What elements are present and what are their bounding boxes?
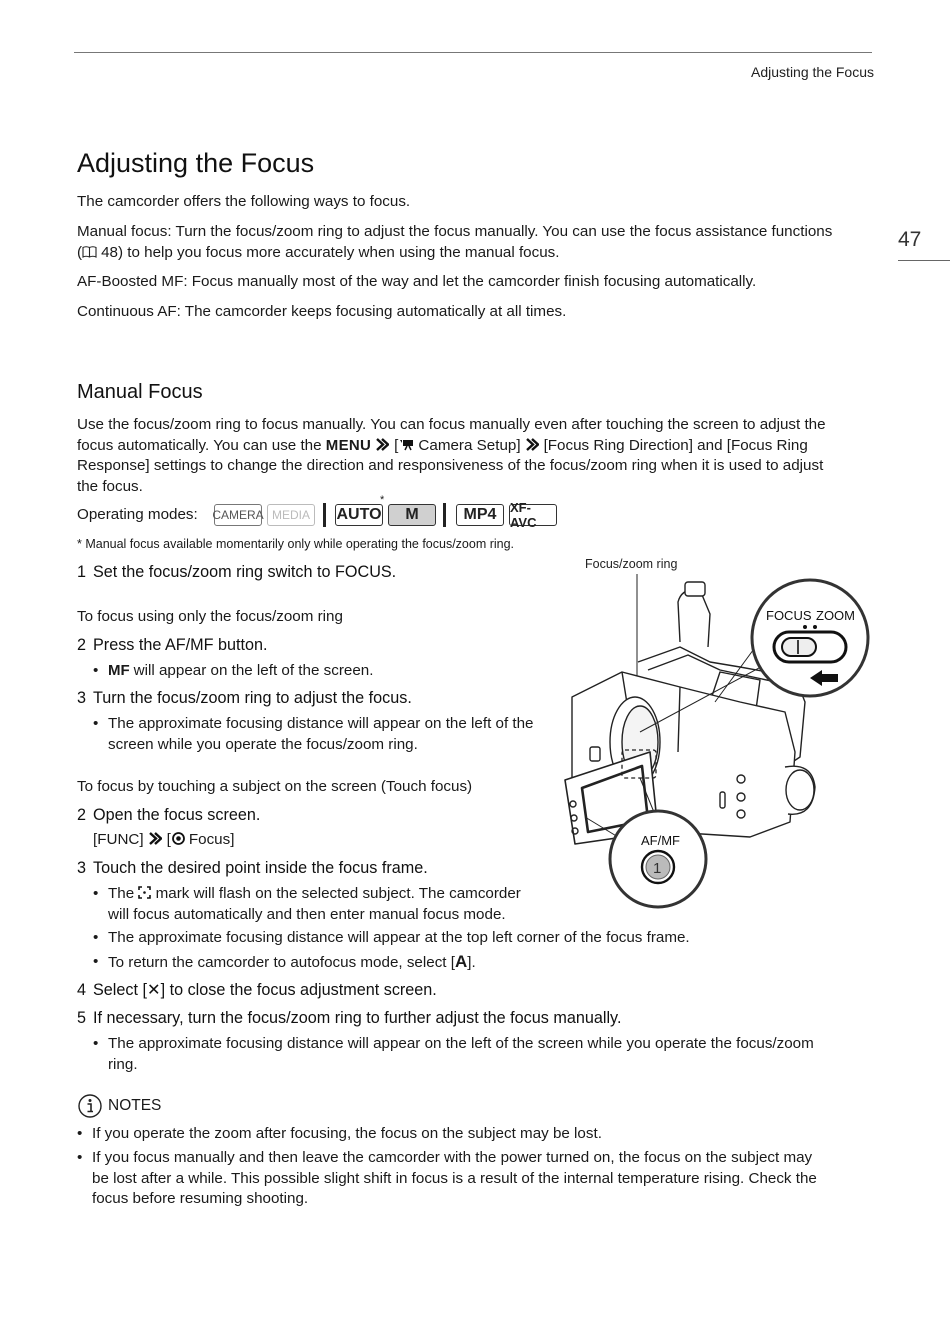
operating-modes-label: Operating modes: — [77, 506, 198, 523]
focus-target-icon — [172, 832, 185, 845]
step-4-close: 4 Select [✕] to close the focus adjustment screen. — [77, 981, 437, 999]
mf-badge: MF — [108, 662, 130, 679]
mode-media: MEDIA — [267, 504, 315, 526]
book-reference-icon — [82, 246, 97, 258]
info-icon — [78, 1094, 102, 1118]
figure-focus-label: FOCUS — [766, 608, 812, 623]
intro-paragraph-1: The camcorder offers the following ways to focus. — [77, 193, 411, 210]
mode-m: M — [388, 504, 436, 526]
step-2-open-focus: 2 Open the focus screen. — [77, 806, 261, 824]
figure-button-number: 1 — [653, 860, 662, 877]
focus-mark-icon — [138, 886, 151, 899]
figure-ring-label: Focus/zoom ring — [585, 557, 678, 571]
arrow-right-icon — [149, 832, 162, 845]
note-1: • If you operate the zoom after focusing, the focus on the subject may be lost. — [77, 1125, 602, 1142]
mode-asterisk: * — [380, 494, 385, 506]
func-path: [FUNC] [ Focus] — [93, 831, 235, 848]
arrow-right-icon — [526, 438, 539, 451]
mode-xfavc: XF-AVC — [509, 504, 557, 526]
bullet-distance-ring: • The approximate focusing distance will appear on the left of the screen while you operate the focus/zoom ring. — [93, 1035, 814, 1073]
intro-paragraph-3: AF-Boosted MF: Focus manually most of the way and let the camcorder finish focusing automatically. — [77, 273, 757, 290]
note-2: • If you focus manually and then leave the camcorder with the power turned on, the focus on the subject may be lost after a while. This possible slight shift in focus is a result of the internal temperature rising. Check the focus before resuming shooting. — [77, 1149, 817, 1207]
step-1: 1 Set the focus/zoom ring switch to FOCUS. — [77, 563, 397, 581]
notes-heading: NOTES — [78, 1094, 161, 1118]
mode-separator — [443, 503, 446, 527]
intro-p2-line2: ( 48) to help you focus more accurately when using the manual focus. — [77, 243, 560, 261]
figure-zoom-label: ZOOM — [816, 608, 855, 623]
bullet-mark-flash: • The mark will flash on the selected subject. The camcorder will focus automatically and then enter manual focus mode. — [93, 885, 521, 923]
footnote: * Manual focus available momentarily only while operating the focus/zoom ring. — [77, 537, 515, 551]
mode-separator — [323, 503, 326, 527]
step-3-touch-point: 3 Touch the desired point inside the focus frame. — [77, 859, 428, 877]
intro-p2-line1: Manual focus: Turn the focus/zoom ring to adjust the focus manually. You can use the focus assistance functions — [77, 223, 833, 240]
bullet-return-af: • To return the camcorder to autofocus mode, select [A]. — [93, 952, 476, 971]
figure-afmf-label: AF/MF — [641, 833, 680, 848]
bullet-distance-frame: • The approximate focusing distance will appear at the top left corner of the focus frame. — [93, 929, 690, 946]
manual-focus-paragraph: Use the focus/zoom ring to focus manually. You can focus manually even after touching the screen to adjust the focus automatically. You can use the MENU [ Camera Setup] [Focus Ring Direction] and [Focus Ring Response] settings to change the direction and responsiveness of the focus/zoom ring when it is used to adjust the focus. — [77, 416, 826, 495]
page-title: Adjusting the Focus — [77, 148, 315, 178]
page-number: 47 — [898, 228, 922, 251]
bullet-mf-appears: • MF will appear on the left of the screen. — [93, 662, 374, 679]
step-5-further-adjust: 5 If necessary, turn the focus/zoom ring to further adjust the focus manually. — [77, 1009, 622, 1027]
bullet-distance-left: • The approximate focusing distance will appear on the left of the screen while you operate the focus/zoom ring. — [93, 715, 534, 753]
section-heading-manual-focus: Manual Focus — [77, 381, 203, 403]
running-head: Adjusting the Focus — [751, 64, 874, 80]
step-3-turn-ring: 3 Turn the focus/zoom ring to adjust the focus. — [77, 689, 412, 707]
menu-button-glyph: MENU — [325, 436, 372, 454]
mode-camera: CAMERA — [214, 504, 262, 526]
subheading-touch-focus: To focus by touching a subject on the screen (Touch focus) — [77, 778, 473, 795]
header-rule — [74, 52, 872, 53]
camera-setup-icon — [399, 438, 414, 451]
intro-paragraph-2 — [77, 222, 872, 263]
step-2-afmf: 2 Press the AF/MF button. — [77, 636, 268, 654]
arrow-right-icon — [376, 438, 389, 451]
camcorder-illustration — [560, 552, 880, 917]
mode-mp4: MP4 — [456, 504, 504, 526]
subheading-ring-focus: To focus using only the focus/zoom ring — [77, 608, 343, 625]
mode-auto: AUTO — [335, 504, 383, 526]
page-number-rule — [898, 260, 950, 261]
autofocus-a-icon: A — [454, 952, 468, 971]
intro-paragraph-4: Continuous AF: The camcorder keeps focusing automatically at all times. — [77, 303, 567, 320]
close-x-icon: ✕ — [147, 981, 161, 999]
